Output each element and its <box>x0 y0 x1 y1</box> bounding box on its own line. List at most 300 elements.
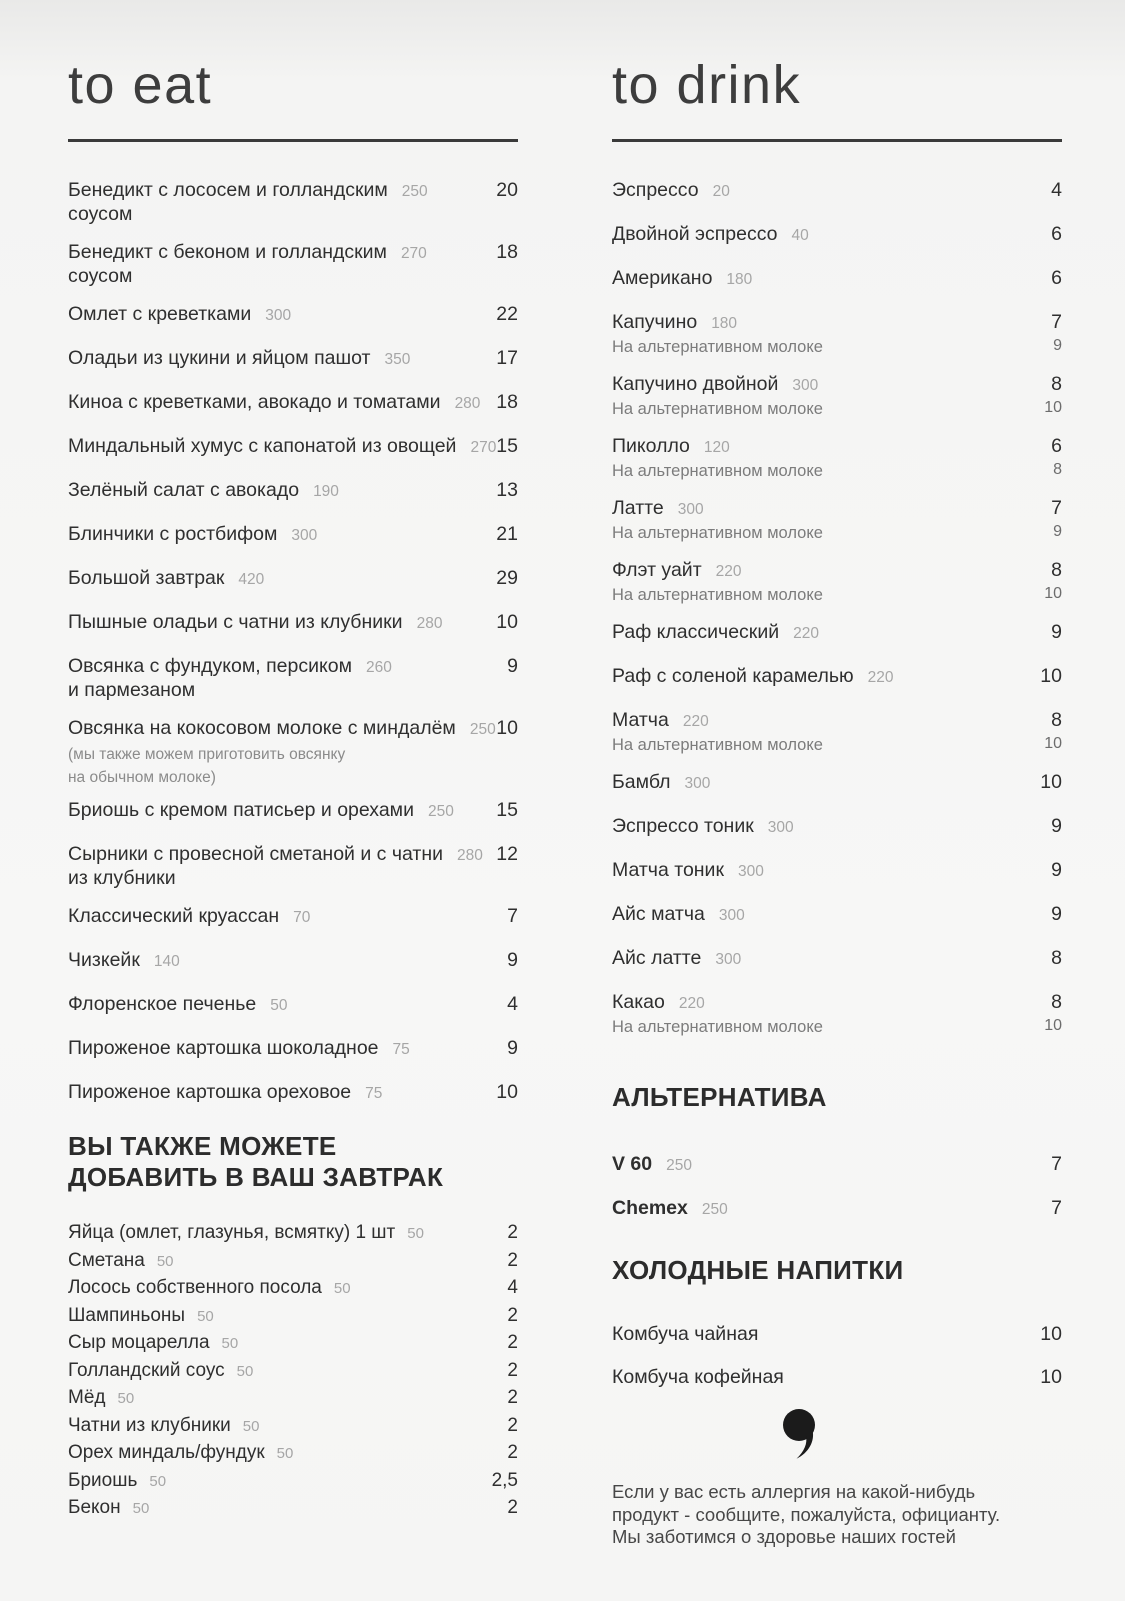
menu-item-text <box>68 523 466 547</box>
menu-item-text <box>68 1220 466 1248</box>
menu-item-row <box>68 1440 518 1468</box>
menu-item-row <box>612 267 1062 291</box>
menu-item-row <box>612 709 1062 756</box>
menu-item-prices <box>1018 179 1062 203</box>
item-weight: 250 <box>469 721 496 738</box>
menu-item-prices <box>474 1220 518 1248</box>
menu-item-prices <box>474 567 518 591</box>
menu-item-row <box>612 621 1062 645</box>
menu-item-prices <box>474 1385 518 1413</box>
comma-logo-icon <box>782 1409 816 1459</box>
item-weight: 180 <box>726 271 753 288</box>
menu-item-prices <box>1018 859 1062 883</box>
item-weight: 300 <box>677 501 704 518</box>
item-note: (мы также можем приготовить овсянку <box>68 746 346 763</box>
to-drink-column <box>612 38 1062 1549</box>
menu-item-text <box>612 1366 1010 1389</box>
menu-item-prices <box>1018 1366 1062 1389</box>
item-name: Классический круассан <box>68 905 280 927</box>
menu-item-text <box>68 905 466 929</box>
item-name: Пироженое картошка ореховое <box>68 1081 352 1103</box>
menu-item-row <box>68 1081 518 1105</box>
item-price: 6 <box>1051 435 1062 457</box>
item-name: Матча <box>612 709 669 731</box>
addons-heading-line-1: ВЫ ТАКЖЕ МОЖЕТЕ <box>68 1131 337 1161</box>
item-price: 9 <box>1051 859 1062 881</box>
item-weight: 420 <box>238 571 265 588</box>
item-weight: 50 <box>156 1252 174 1270</box>
menu-item-text <box>68 567 466 591</box>
menu-item-text <box>612 497 1010 544</box>
item-name: V 60 <box>612 1153 653 1175</box>
menu-item-row <box>68 1275 518 1303</box>
item-price: 18 <box>496 241 518 263</box>
menu-item-row <box>612 223 1062 247</box>
menu-item-text <box>612 947 1010 971</box>
menu-item-row <box>612 497 1062 544</box>
item-price: 15 <box>496 435 518 457</box>
item-price: 6 <box>1051 223 1062 245</box>
menu-item-text <box>68 179 466 226</box>
menu-item-row <box>68 799 518 823</box>
menu-item-text <box>612 435 1010 482</box>
to-eat-divider <box>68 139 518 142</box>
item-price: 2 <box>507 1304 518 1326</box>
item-name: Комбуча чайная <box>612 1323 759 1345</box>
item-weight: 75 <box>365 1085 383 1102</box>
item-price: 2 <box>507 1249 518 1271</box>
item-name: Киноа с креветками, авокадо и томатами <box>68 391 441 413</box>
item-price: 15 <box>496 799 518 821</box>
item-weight: 120 <box>703 439 730 456</box>
item-name: Капучино двойной <box>612 373 779 395</box>
item-weight: 220 <box>682 713 709 730</box>
menu-item-row <box>612 373 1062 420</box>
item-name: Большой завтрак <box>68 567 225 589</box>
item-weight: 50 <box>149 1472 167 1490</box>
alt-milk-price: 10 <box>1044 1017 1062 1034</box>
item-name: Матча тоник <box>612 859 724 881</box>
menu-item-prices <box>474 179 518 226</box>
menu-item-row <box>612 1153 1062 1177</box>
menu-item-row <box>68 1248 518 1276</box>
menu-item-prices <box>1018 621 1062 645</box>
menu-item-prices <box>474 1468 518 1496</box>
item-name: Американо <box>612 267 713 289</box>
item-weight: 220 <box>793 625 819 642</box>
item-price: 10 <box>496 611 518 633</box>
menu-item-text <box>612 771 1010 795</box>
item-price: 8 <box>1051 373 1062 395</box>
item-price: 7 <box>1051 1153 1062 1175</box>
item-weight: 270 <box>470 439 497 456</box>
item-weight: 250 <box>701 1201 728 1218</box>
item-name: Оладьи из цукини и яйцом пашот <box>68 347 371 369</box>
item-weight: 50 <box>270 997 288 1014</box>
item-name: Chemex <box>612 1197 688 1219</box>
menu-item-text <box>612 223 1010 247</box>
item-price: 20 <box>496 179 518 201</box>
menu-item-text <box>68 717 496 787</box>
item-price: 18 <box>496 391 518 413</box>
menu-item-row <box>612 1197 1062 1221</box>
addons-section-heading <box>68 1131 518 1193</box>
item-price: 7 <box>507 905 518 927</box>
menu-item-prices <box>1018 1197 1062 1221</box>
menu-item-prices <box>474 1037 518 1061</box>
menu-item-prices <box>474 993 518 1017</box>
item-name: Сырники с провесной сметаной и с чатни <box>68 843 444 865</box>
item-name: Зелёный салат с авокадо <box>68 479 300 501</box>
item-weight: 350 <box>384 351 411 368</box>
item-price: 8 <box>1051 947 1062 969</box>
item-price: 2 <box>507 1387 518 1408</box>
menu-item-text <box>612 267 1010 291</box>
menu-item-row <box>612 179 1062 203</box>
menu-item-prices <box>474 949 518 973</box>
item-weight: 50 <box>333 1280 351 1297</box>
item-price: 7 <box>1051 1197 1062 1219</box>
item-weight: 50 <box>407 1225 424 1242</box>
item-weight: 75 <box>392 1041 410 1058</box>
item-price: 8 <box>1051 991 1062 1013</box>
menu-item-text <box>68 799 466 823</box>
item-name: Блинчики с ростбифом <box>68 523 278 545</box>
menu-item-prices <box>1018 373 1062 420</box>
menu-item-text <box>68 1440 466 1468</box>
item-price: 10 <box>1040 771 1062 793</box>
menu-item-text <box>68 1248 466 1276</box>
item-price: 7 <box>1051 311 1062 333</box>
item-price: 9 <box>507 655 518 677</box>
menu-item-text <box>68 1385 466 1413</box>
menu-item-text <box>68 391 481 415</box>
menu-item-text <box>68 241 466 288</box>
item-weight: 140 <box>153 953 180 970</box>
menu-item-text <box>68 435 497 459</box>
item-name: Пироженое картошка шоколадное <box>68 1037 379 1059</box>
item-weight: 50 <box>242 1417 260 1435</box>
menu-item-prices <box>474 303 518 327</box>
item-price: 2 <box>507 1222 518 1243</box>
menu-item-prices <box>474 717 518 787</box>
menu-item-row <box>612 815 1062 839</box>
menu-item-prices <box>474 611 518 635</box>
item-name: Какао <box>612 991 665 1013</box>
item-weight: 300 <box>715 951 742 968</box>
menu-item-text <box>68 1330 466 1358</box>
menu-item-text <box>612 815 1010 839</box>
menu-item-row <box>68 1413 518 1441</box>
menu-item-prices <box>474 1413 518 1441</box>
item-name-line-2: и пармезаном <box>68 679 196 701</box>
menu-item-row <box>68 303 518 327</box>
menu-item-prices <box>474 435 518 459</box>
item-weight: 300 <box>737 863 764 880</box>
menu-item-row <box>68 347 518 371</box>
menu-item-text <box>612 1197 1010 1221</box>
allergy-note-line-1: Если у вас есть аллергия на какой-нибудь <box>612 1481 976 1502</box>
menu-item-prices <box>474 1440 518 1468</box>
item-weight: 40 <box>791 227 809 244</box>
alt-milk-label: На альтернативном молоке <box>612 586 823 604</box>
menu-item-text <box>612 859 1010 883</box>
alt-milk-price: 10 <box>1044 585 1062 602</box>
item-name: Эспрессо <box>612 179 699 201</box>
menu-item-prices <box>1018 1153 1062 1177</box>
cold-drinks-section-heading: ХОЛОДНЫЕ НАПИТКИ <box>612 1255 904 1285</box>
to-eat-column <box>68 38 518 1549</box>
item-price: 10 <box>1040 665 1062 687</box>
menu-item-text <box>68 479 466 503</box>
menu-item-row <box>68 479 518 503</box>
item-price: 10 <box>496 717 518 739</box>
menu-item-prices <box>474 1275 518 1303</box>
menu-item-prices <box>474 1495 518 1523</box>
item-price: 17 <box>496 347 518 369</box>
item-weight: 270 <box>400 245 427 262</box>
alt-milk-label: На альтернативном молоке <box>612 400 823 418</box>
item-weight: 280 <box>454 395 481 412</box>
item-name: Овсянка на кокосовом молоке с миндалём <box>68 717 456 739</box>
menu-item-prices <box>474 523 518 547</box>
item-weight: 300 <box>684 775 711 792</box>
menu-item-row <box>68 1358 518 1386</box>
alt-milk-price: 10 <box>1044 735 1062 752</box>
item-price: 2 <box>507 1442 518 1463</box>
menu-item-prices <box>474 347 518 371</box>
item-name: Эспрессо тоник <box>612 815 754 837</box>
menu-item-text <box>68 1468 466 1496</box>
item-name: Мёд <box>68 1387 106 1408</box>
item-name: Омлет с креветками <box>68 303 252 325</box>
item-name: Голландский соус <box>68 1359 225 1381</box>
item-price: 9 <box>507 949 518 971</box>
item-price: 8 <box>1051 559 1062 581</box>
item-weight: 190 <box>313 483 339 500</box>
menu-item-prices <box>1018 223 1062 247</box>
menu-item-prices <box>474 241 518 288</box>
menu-item-row <box>68 567 518 591</box>
alt-milk-label: На альтернативном молоке <box>612 524 823 542</box>
menu-item-text <box>612 559 1010 606</box>
menu-item-row <box>612 435 1062 482</box>
item-price: 9 <box>1051 815 1062 837</box>
menu-item-prices <box>474 843 518 890</box>
item-weight: 280 <box>416 615 443 632</box>
alt-milk-price: 8 <box>1053 461 1062 478</box>
menu-item-text <box>612 621 1010 645</box>
item-name: Чизкейк <box>68 949 140 971</box>
alt-milk-label: На альтернативном молоке <box>612 462 823 480</box>
menu-item-text <box>612 311 1010 358</box>
item-name: Айс матча <box>612 903 705 925</box>
menu-item-row <box>68 1468 518 1496</box>
menu-item-row <box>612 1366 1062 1389</box>
menu-item-text <box>612 1323 1010 1346</box>
item-weight: 70 <box>293 909 311 926</box>
item-name: Раф с соленой карамелью <box>612 665 854 687</box>
item-name: Капучино <box>612 311 698 333</box>
item-name-line-2: соусом <box>68 265 133 287</box>
item-price: 8 <box>1051 709 1062 731</box>
menu-item-prices <box>474 479 518 503</box>
item-price: 9 <box>1051 621 1062 643</box>
menu-item-row <box>68 1303 518 1331</box>
item-name: Лосось собственного посола <box>68 1277 322 1298</box>
to-eat-item-list <box>68 179 518 1105</box>
menu-item-row <box>68 241 518 288</box>
item-name: Двойной эспрессо <box>612 223 778 245</box>
item-weight: 220 <box>715 563 742 580</box>
menu-item-text <box>612 903 1010 927</box>
item-weight: 50 <box>276 1445 294 1462</box>
menu-item-prices <box>1018 903 1062 927</box>
item-name: Бамбл <box>612 771 671 793</box>
to-drink-divider <box>612 139 1062 142</box>
menu-item-row <box>68 1495 518 1523</box>
menu-item-row <box>68 523 518 547</box>
menu-item-prices <box>1018 311 1062 358</box>
item-price: 2,5 <box>491 1469 518 1491</box>
item-weight: 250 <box>401 183 428 200</box>
item-weight: 180 <box>711 315 738 332</box>
menu-item-prices <box>474 905 518 929</box>
item-note: на обычном молоке) <box>68 769 216 786</box>
item-weight: 50 <box>221 1335 239 1352</box>
menu-item-text <box>68 1495 466 1523</box>
menu-item-row <box>68 843 518 890</box>
item-weight: 300 <box>265 307 292 324</box>
menu-item-row <box>68 1220 518 1248</box>
menu-item-prices <box>1018 771 1062 795</box>
page-title-to-drink: to drink <box>612 55 802 115</box>
item-name: Пышные оладьи с чатни из клубники <box>68 611 403 633</box>
item-weight: 260 <box>365 659 392 676</box>
alternative-section-heading: АЛЬТЕРНАТИВА <box>612 1082 827 1112</box>
item-name-line-2: из клубники <box>68 867 176 889</box>
menu-item-prices <box>1018 665 1062 689</box>
menu-item-prices <box>474 655 518 702</box>
item-name: Бекон <box>68 1497 121 1518</box>
menu-item-prices <box>474 391 518 415</box>
menu-item-text <box>68 1275 466 1303</box>
item-weight: 250 <box>427 803 454 820</box>
menu-item-row <box>68 1330 518 1358</box>
menu-item-row <box>68 1385 518 1413</box>
item-weight: 300 <box>792 377 819 394</box>
item-price: 9 <box>507 1037 518 1059</box>
comma-logo <box>782 1409 816 1459</box>
item-name: Комбуча кофейная <box>612 1366 784 1388</box>
allergy-note-line-3: Мы заботимся о здоровье наших гостей <box>612 1526 956 1547</box>
menu-item-row <box>68 905 518 929</box>
menu-item-prices <box>1018 497 1062 544</box>
addons-heading-line-2: ДОБАВИТЬ В ВАШ ЗАВТРАК <box>68 1162 444 1192</box>
item-price: 10 <box>1040 1366 1062 1388</box>
item-price: 29 <box>496 567 518 589</box>
menu-item-row <box>68 949 518 973</box>
item-name: Флэт уайт <box>612 559 702 581</box>
menu-item-text <box>68 1413 466 1441</box>
item-name: Бенедикт с беконом и голландским <box>68 241 387 263</box>
menu-item-row <box>612 559 1062 606</box>
menu-item-row <box>612 903 1062 927</box>
item-weight: 300 <box>718 907 745 924</box>
alt-milk-label: На альтернативном молоке <box>612 338 823 356</box>
menu-item-row <box>612 991 1062 1038</box>
alt-milk-price: 9 <box>1053 523 1062 540</box>
item-name: Пиколло <box>612 435 690 457</box>
menu-item-text <box>612 991 1010 1038</box>
menu-item-text <box>68 1081 466 1105</box>
item-name: Овсянка с фундуком, персиком <box>68 655 352 677</box>
item-weight: 50 <box>132 1500 150 1517</box>
item-name: Бриошь с кремом патисьер и орехами <box>68 799 414 821</box>
item-price: 4 <box>1051 179 1062 201</box>
item-weight: 280 <box>457 847 483 864</box>
item-price: 9 <box>1051 903 1062 925</box>
menu-item-row <box>68 717 518 787</box>
menu-item-prices <box>474 799 518 823</box>
menu-item-prices <box>1018 1323 1062 1346</box>
item-weight: 50 <box>117 1390 135 1407</box>
item-price: 21 <box>496 523 518 545</box>
menu-item-row <box>68 611 518 635</box>
menu-item-text <box>612 1153 1010 1177</box>
menu-item-row <box>68 179 518 226</box>
item-name-line-2: соусом <box>68 203 133 225</box>
alt-milk-label: На альтернативном молоке <box>612 736 823 754</box>
allergy-note <box>612 1481 1062 1549</box>
item-name: Латте <box>612 497 664 519</box>
item-name: Миндальный хумус с капонатой из овощей <box>68 435 457 457</box>
menu-item-prices <box>1018 559 1062 606</box>
menu-item-row <box>612 665 1062 689</box>
menu-item-prices <box>1018 267 1062 291</box>
item-name: Сметана <box>68 1249 145 1271</box>
item-weight: 300 <box>767 819 794 836</box>
item-weight: 20 <box>712 183 730 200</box>
item-weight: 300 <box>291 527 318 544</box>
alt-milk-price: 9 <box>1053 337 1062 354</box>
item-price: 12 <box>496 843 518 865</box>
menu-item-text <box>68 655 466 702</box>
item-name: Чатни из клубники <box>68 1414 231 1436</box>
item-price: 2 <box>507 1359 518 1381</box>
menu-item-row <box>68 391 518 415</box>
menu-item-text <box>68 347 466 371</box>
menu-item-text <box>612 665 1010 689</box>
menu-item-text <box>68 303 466 327</box>
item-price: 13 <box>496 479 518 501</box>
menu-item-row <box>68 655 518 702</box>
item-weight: 250 <box>666 1157 692 1174</box>
item-weight: 220 <box>867 669 894 686</box>
menu-item-text <box>68 1037 466 1061</box>
menu-item-text <box>612 709 1010 756</box>
item-name: Яйца (омлет, глазунья, всмятку) 1 шт <box>68 1222 396 1243</box>
alternative-item-list <box>612 1153 1062 1221</box>
menu-item-prices <box>474 1303 518 1331</box>
item-name: Айс латте <box>612 947 702 969</box>
item-price: 2 <box>507 1497 518 1518</box>
item-price: 2 <box>507 1332 518 1353</box>
menu-item-text <box>612 373 1010 420</box>
item-price: 10 <box>1040 1323 1062 1345</box>
cold-drinks-item-list <box>612 1323 1062 1389</box>
menu-item-row <box>612 1323 1062 1346</box>
